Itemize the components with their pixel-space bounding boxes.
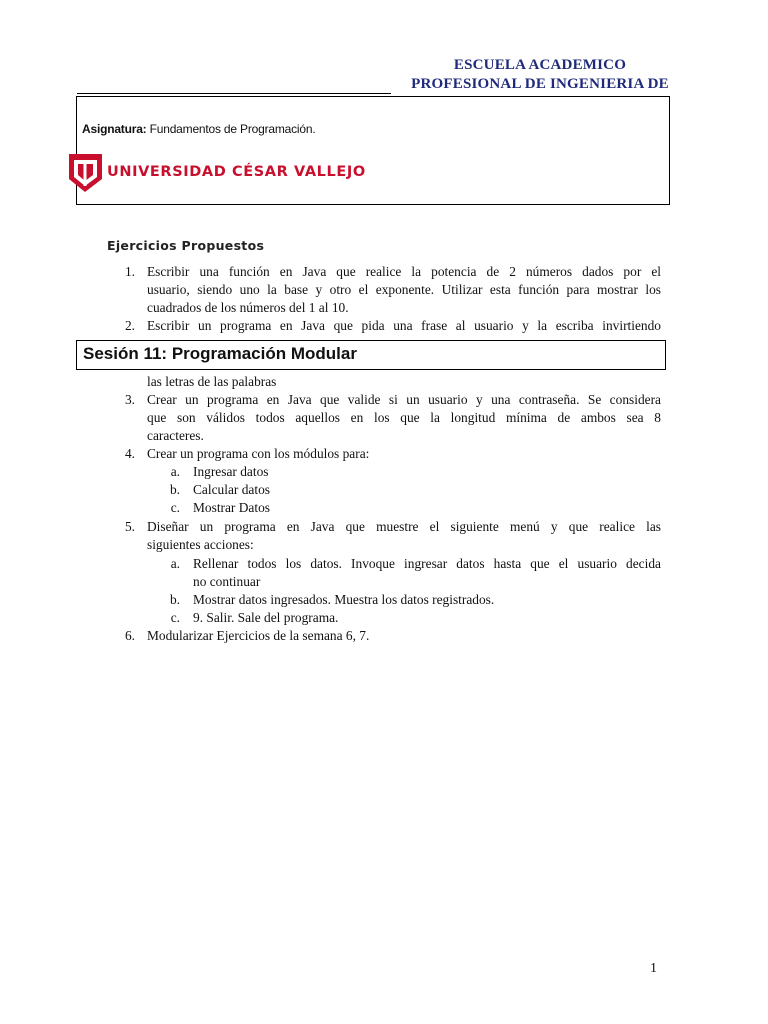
item-5-number: 5. (124, 519, 135, 534)
item-4-line1: Crear un programa con los módulos para: (147, 446, 370, 461)
session-title: Sesión 11: Programación Modular (83, 344, 357, 363)
item-4c-letter: c. (170, 500, 180, 515)
item-4a-letter: a. (170, 464, 180, 479)
item-1-line2: usuario, siendo uno la base y otro el exponente. Utilizar esta función para mostrar los (147, 282, 661, 297)
item-3-number: 3. (124, 392, 135, 407)
item-1-line1: Escribir una función en Java que realice la potencia de 2 números dados por el (147, 264, 661, 279)
item-5b-letter: b. (169, 592, 180, 607)
asignatura (82, 122, 315, 136)
university-shield-icon (69, 154, 102, 192)
item-4b-text: Calcular datos (193, 482, 270, 497)
item-4b-letter: b. (169, 482, 180, 497)
asignatura-label: Asignatura: (82, 122, 147, 136)
school-name-line2: PROFESIONAL DE INGENIERIA DE (411, 76, 669, 92)
university-name: UNIVERSIDAD CÉSAR VALLEJO (107, 164, 366, 180)
item-2-number: 2. (124, 318, 135, 333)
item-2-line2: las letras de las palabras (147, 374, 277, 389)
item-4a-text: Ingresar datos (193, 464, 269, 479)
section-heading: Ejercicios Propuestos (107, 238, 265, 253)
item-2-line1: Escribir un programa en Java que pida una frase al usuario y la escriba invirtiendo (147, 318, 661, 333)
item-5a-line2: no continuar (193, 574, 261, 589)
item-3-line3: caracteres. (147, 428, 204, 443)
item-1-text (147, 263, 661, 317)
item-4c-text: Mostrar Datos (193, 500, 270, 515)
asignatura-value: Fundamentos de Programación. (149, 122, 316, 136)
item-1-line3: cuadrados de los números del 1 al 10. (147, 300, 349, 315)
item-5a-line1: Rellenar todos los datos. Invoque ingresar datos hasta que el usuario decida (193, 556, 661, 571)
item-2-line1-wrap (147, 317, 661, 335)
header-divider (77, 93, 391, 94)
item-6-text: Modularizar Ejercicios de la semana 6, 7. (147, 628, 370, 643)
item-5a-text (193, 555, 661, 591)
page-number: 1 (650, 961, 657, 976)
item-5-line2: siguientes acciones: (147, 537, 254, 552)
item-5b-text: Mostrar datos ingresados. Muestra los datos registrados. (193, 592, 495, 607)
item-4-text (147, 445, 661, 463)
item-3-text (147, 391, 661, 445)
item-2-line2-wrap (147, 373, 661, 391)
item-5c-letter: c. (170, 610, 180, 625)
item-6-number: 6. (124, 628, 135, 643)
item-3-line2: que son válidos todos aquellos en los que la longitud mínima de ambos sea 8 (147, 410, 661, 425)
school-name-line1: ESCUELA ACADEMICO (453, 57, 627, 73)
school-name (400, 56, 680, 94)
item-5-line1: Diseñar un programa en Java que muestre el siguiente menú y que realice las (147, 519, 661, 534)
item-4-number: 4. (124, 446, 135, 461)
item-3-line1: Crear un programa en Java que valide si un usuario y una contraseña. Se considera (147, 392, 661, 407)
item-1-number: 1. (124, 264, 135, 279)
item-5-text (147, 518, 661, 554)
item-5a-letter: a. (170, 556, 180, 571)
item-5c-text: 9. Salir. Sale del programa. (193, 610, 339, 625)
